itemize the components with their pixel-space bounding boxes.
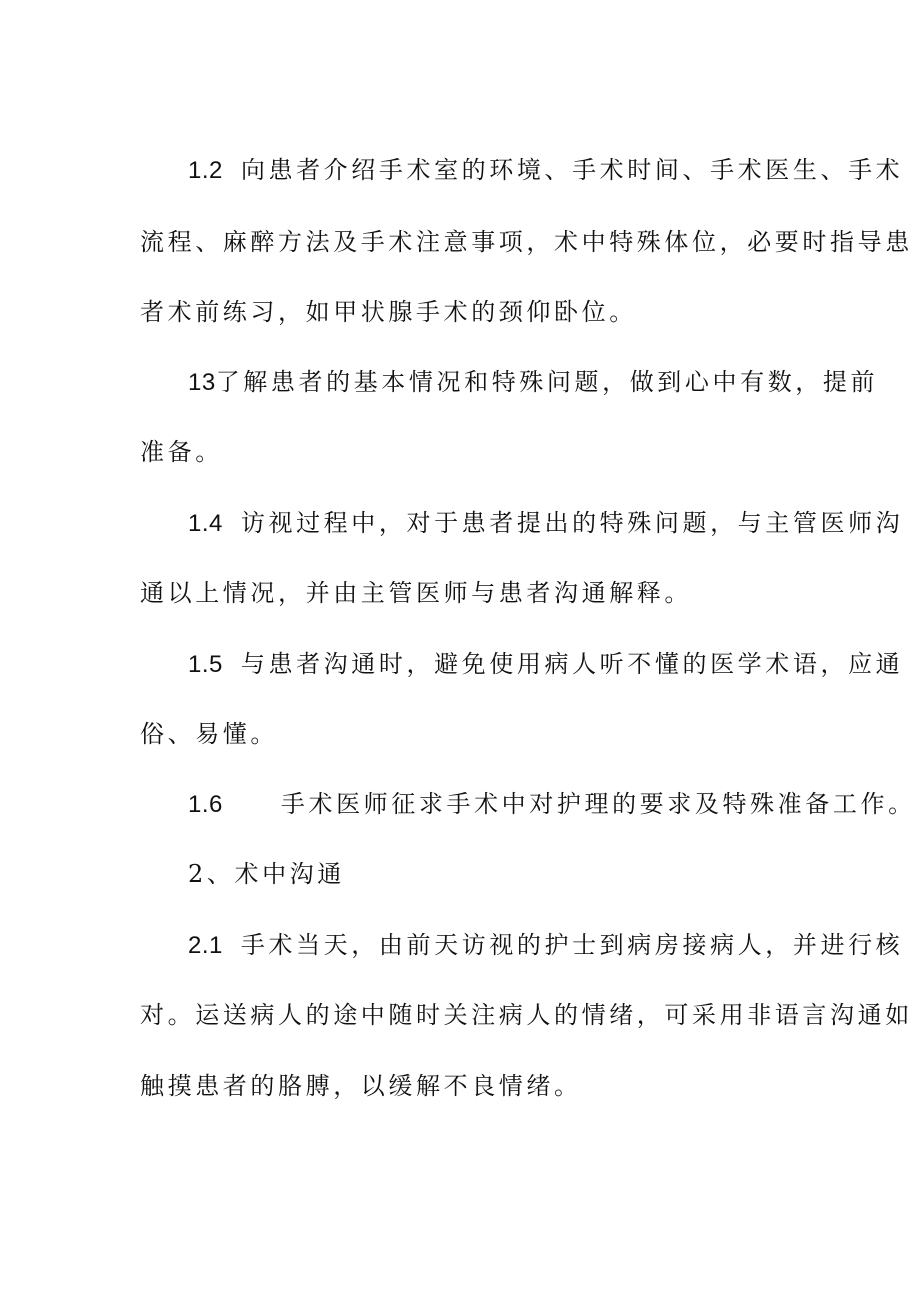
paragraph-1-6-text-1: 手术医师征求手术中对护理的要求及特殊准备工作。 — [280, 790, 916, 818]
paragraph-1-2-line-2: 流程、麻醉方法及手术注意事项，术中特殊体位，必要时指导患 — [140, 228, 913, 256]
paragraph-1-3-line-1 — [188, 367, 878, 398]
paragraph-2-1-line-3: 触摸患者的胳膊，以缓解不良情绪。 — [140, 1072, 582, 1100]
paragraph-1-2-number: 1.2 — [188, 157, 223, 184]
paragraph-1-5-number: 1.5 — [188, 651, 223, 678]
paragraph-1-4-line-1 — [188, 508, 903, 539]
paragraph-1-4-text-1: 访视过程中，对于患者提出的特殊问题，与主管医师沟 — [240, 509, 904, 537]
paragraph-1-2-line-1 — [188, 155, 903, 186]
paragraph-1-2-text-1: 向患者介绍手术室的环境、手术时间、手术医生、手术 — [240, 156, 904, 184]
paragraph-1-5-text-1: 与患者沟通时，避免使用病人听不懂的医学术语，应通 — [240, 650, 904, 678]
paragraph-2-1-number: 2.1 — [188, 932, 223, 959]
paragraph-2-1-text-1: 手术当天，由前天访视的护士到病房接病人，并进行核 — [240, 931, 904, 959]
paragraph-1-6-number: 1.6 — [188, 791, 223, 818]
paragraph-1-4-line-2: 通以上情况，并由主管医师与患者沟通解释。 — [140, 579, 692, 607]
paragraph-1-5-line-1 — [188, 649, 903, 680]
paragraph-1-4-number: 1.4 — [188, 510, 223, 537]
paragraph-1-3-number: 13 — [188, 369, 216, 396]
section-2-heading: 2、术中沟通 — [188, 860, 345, 888]
paragraph-1-2-line-3: 者术前练习，如甲状腺手术的颈仰卧位。 — [140, 298, 637, 326]
paragraph-1-3-line-2: 准备。 — [140, 438, 223, 466]
paragraph-1-5-line-2: 俗、易懂。 — [140, 720, 278, 748]
paragraph-2-1-line-1 — [188, 930, 903, 961]
paragraph-1-3-text-1: 了解患者的基本情况和特殊问题，做到心中有数，提前 — [215, 368, 879, 396]
paragraph-1-6-line-1 — [188, 789, 916, 820]
paragraph-2-1-line-2: 对。运送病人的途中随时关注病人的情绪，可采用非语言沟通如 — [140, 1001, 913, 1029]
